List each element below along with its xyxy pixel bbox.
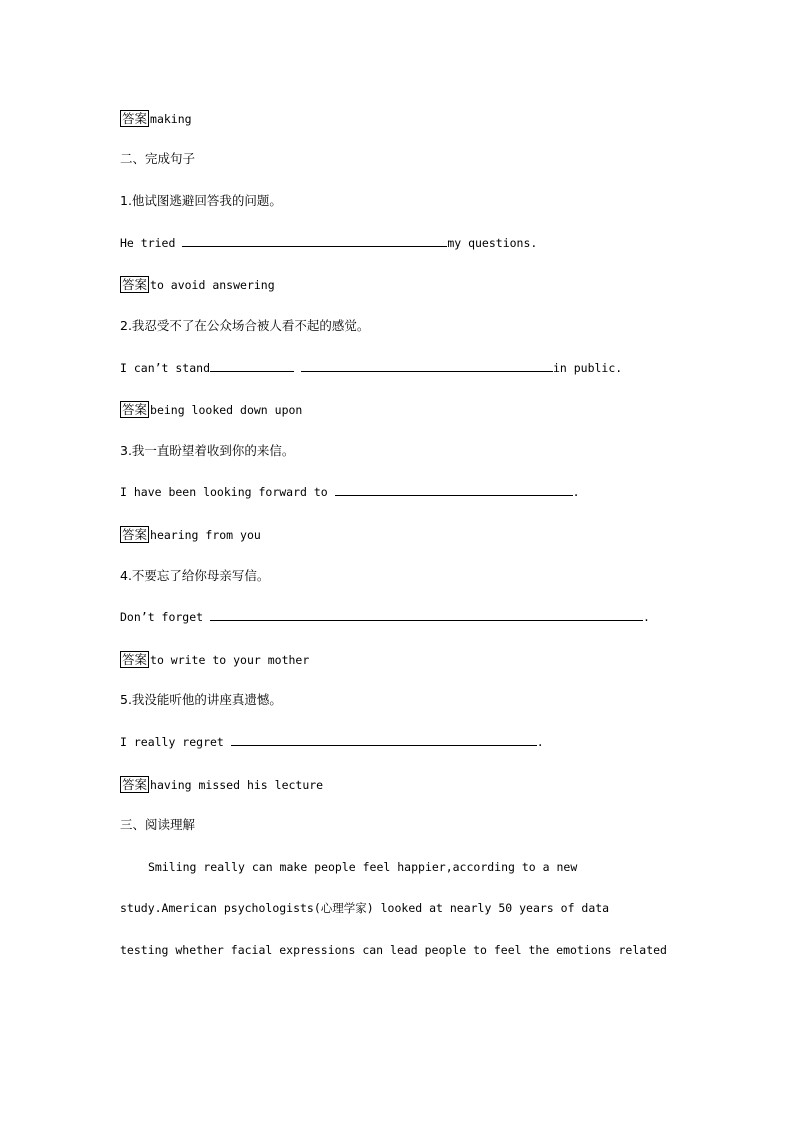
answer-text: being looked down upon: [150, 403, 303, 417]
question-3-chinese: 3.我一直盼望着收到你的来信。: [120, 443, 295, 458]
blank[interactable]: [182, 236, 447, 247]
sentence-end: .: [643, 610, 650, 624]
answer-badge: 答案: [122, 402, 148, 417]
sentence-start: I can’t stand: [120, 361, 211, 375]
question-4-chinese: 4.不要忘了给你母亲写信。: [120, 568, 270, 583]
question-2-chinese: 2.我忍受不了在公众场合被人看不起的感觉。: [120, 318, 370, 333]
passage-line-3: testing whether facial expressions can lead people to feel the emotions related: [120, 943, 667, 957]
question-4-english: [120, 609, 650, 625]
answer-badge: 答案: [122, 277, 148, 292]
answer-badge: 答案: [122, 527, 148, 542]
question-1-chinese: 1.他试图逃避回答我的问题。: [120, 193, 282, 208]
passage-line-1: Smiling really can make people feel happier,according to a new: [148, 860, 578, 874]
answer-row-1: [120, 276, 275, 293]
answer-text: making: [150, 112, 192, 126]
sentence-end: my questions.: [447, 236, 538, 250]
answer-text: to write to your mother: [150, 653, 310, 667]
sentence-start: He tried: [120, 236, 183, 250]
answer-text: having missed his lecture: [150, 778, 324, 792]
answer-badge: 答案: [122, 111, 148, 126]
answer-row-4: [120, 651, 309, 668]
answer-row-0: [120, 110, 192, 127]
section-title-2: 二、完成句子: [120, 151, 196, 166]
answer-row-2: [120, 401, 302, 418]
blank[interactable]: [335, 485, 573, 496]
question-1-english: [120, 235, 537, 251]
section-title-3: 三、阅读理解: [120, 817, 196, 832]
passage-line-2: study.American psychologists(心理学家) looked at nearly 50 years of data: [120, 901, 610, 915]
sentence-start: Don’t forget: [120, 610, 211, 624]
blank[interactable]: [301, 361, 553, 372]
answer-row-5: [120, 776, 323, 793]
sentence-start: I have been looking forward to: [120, 485, 335, 499]
question-5-chinese: 5.我没能听他的讲座真遗憾。: [120, 692, 282, 707]
question-3-english: [120, 484, 580, 500]
sentence-end: .: [536, 735, 544, 749]
answer-text: hearing from you: [150, 528, 261, 542]
answer-row-3: [120, 526, 261, 543]
blank[interactable]: [231, 735, 537, 746]
answer-text: to avoid answering: [150, 278, 275, 292]
answer-badge: 答案: [122, 652, 148, 667]
blank[interactable]: [210, 610, 643, 621]
question-2-english: [120, 360, 622, 376]
sentence-end: .: [572, 485, 580, 499]
question-5-english: [120, 734, 544, 750]
sentence-start: I really regret: [120, 735, 231, 749]
sentence-end: in public.: [552, 361, 623, 375]
blank[interactable]: [210, 361, 294, 372]
answer-badge: 答案: [122, 777, 148, 792]
